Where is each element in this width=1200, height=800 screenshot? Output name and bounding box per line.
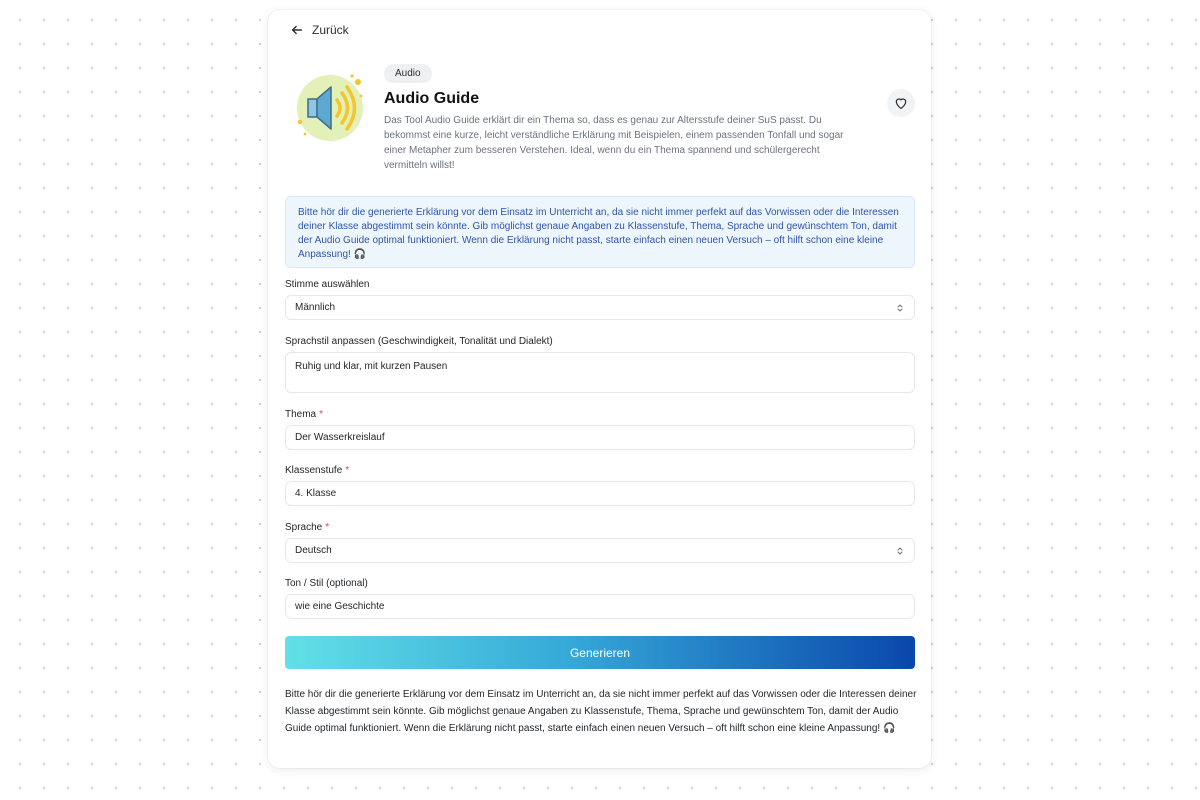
voice-label: Stimme auswählen: [285, 279, 370, 290]
topic-label: [285, 409, 323, 420]
chevron-updown-icon: [896, 546, 904, 556]
arrow-left-icon: [290, 23, 304, 37]
language-label-text: Sprache: [285, 522, 323, 533]
grade-value: 4. Klasse: [295, 488, 337, 499]
language-value: Deutsch: [295, 545, 332, 556]
tool-card: [268, 10, 931, 768]
chevron-updown-icon: [896, 303, 904, 313]
grade-label: [285, 465, 349, 476]
style-label: Sprachstil anpassen (Geschwindigkeit, Tonalität und Dialekt): [285, 336, 553, 347]
topic-input[interactable]: [285, 425, 915, 450]
required-mark: *: [319, 409, 324, 420]
speaker-icon: [294, 72, 366, 144]
generate-button[interactable]: Generieren: [285, 636, 915, 669]
grade-label-text: Klassenstufe: [285, 465, 343, 476]
footer-note: Bitte hör dir die generierte Erklärung vor dem Einsatz im Unterricht an, da sie nicht immer perfekt auf das Vorwissen oder die Interessen deiner Klasse abgestimmt sein könnte. Gib möglichst genaue Angaben zu Klassenstufe, Thema, Sprache und gewünschtem Ton, damit der Audio Guide optimal funktioniert. Wenn die Erklärung nicht passt, starte einfach einen neuen Versuch – oft hilft schon eine kleine Anpassung! 🎧: [285, 689, 917, 734]
info-box: Bitte hör dir die generierte Erklärung vor dem Einsatz im Unterricht an, da sie nicht immer perfekt auf das Vorwissen oder die Interessen deiner Klasse abgestimmt sein könnte. Gib möglichst genaue Angaben zu Klassenstufe, Thema, Sprache und gewünschtem Ton, damit der Audio Guide optimal funktioniert. Wenn die Erklärung nicht passt, starte einfach einen neuen Versuch – oft hilft schon eine kleine Anpassung! 🎧: [285, 196, 915, 268]
back-link[interactable]: [290, 23, 349, 37]
language-label: [285, 522, 329, 533]
topic-label-text: Thema: [285, 409, 317, 420]
topic-value: Der Wasserkreislauf: [295, 432, 385, 443]
required-mark: *: [325, 522, 330, 533]
tone-value: wie eine Geschichte: [295, 601, 385, 612]
grade-input[interactable]: [285, 481, 915, 506]
page-title: Audio Guide: [384, 90, 480, 107]
tone-input[interactable]: [285, 594, 915, 619]
voice-select[interactable]: [285, 295, 915, 320]
heart-icon: [893, 95, 909, 111]
language-select[interactable]: [285, 538, 915, 563]
tone-label: Ton / Stil (optional): [285, 578, 368, 589]
voice-value: Männlich: [295, 302, 336, 313]
style-value: Ruhig und klar, mit kurzen Pausen: [295, 361, 448, 372]
favorite-button[interactable]: [887, 89, 915, 117]
category-badge: Audio: [384, 64, 432, 83]
required-mark: *: [345, 465, 350, 476]
back-label: Zurück: [312, 23, 349, 37]
tool-description: Das Tool Audio Guide erklärt dir ein Thema so, dass es genau zur Altersstufe deiner SuS passt. Du bekommst eine kurze, leicht verständliche Erklärung mit Beispielen, einem passenden Tonfall und sogar einer Metapher zum besseren Verstehen. Ideal, wenn du ein Thema spannend und schülergerecht vermitteln willst!: [384, 115, 844, 171]
style-textarea[interactable]: [285, 352, 915, 393]
